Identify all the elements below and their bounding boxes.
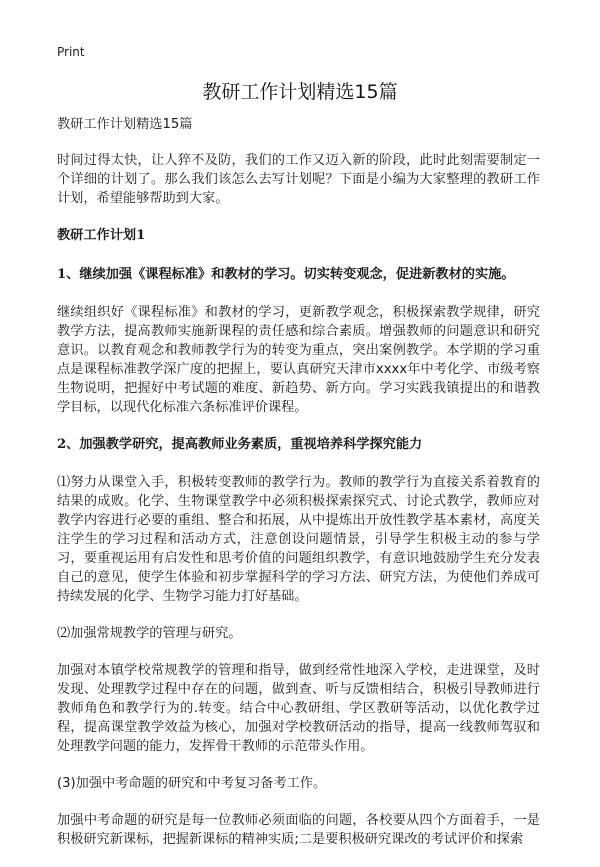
section-2-paragraph-3-title: (3)加强中考命题的研究和中考复习备考工作。 xyxy=(57,776,327,791)
section-2-paragraph-2-body: 加强对本镇学校常规教学的管理和指导，做到经常性地深入学校，走进课堂，及时发现、处理教学过程中存在的问题，做到查、听与反馈相结合，积极引导教师进行教师角色和教学行为的.转变。结合中心教研组、学区教研等活动，以优化教学过程，提高课堂教学效益为核心，加强对学校教研活动的指导，提高一线教师驾驭和处理教学问题的能力，发挥骨干教师的示范带头作用。 xyxy=(57,663,540,754)
intro-paragraph: 时间过得太快，让人猝不及防，我们的工作又迈入新的阶段，此时此刻需要制定一个详细的计划了。那么我们该怎么去写计划呢？下面是小编为大家整理的教研工作计划，希望能够帮助到大家。 xyxy=(57,153,540,206)
section-1-heading: 1、继续加强《课程标准》和教材的学习。切实转变观念，促进新教材的实施。 xyxy=(57,267,515,282)
section-2-paragraph-3-body: 加强中考命题的研究是每一位教师必须面临的问题，各校要从四个方面着手，一是积极研究新课标，把握新课标的精神实质;二是要积极研究课改的考试评价和探索 xyxy=(57,813,540,847)
print-link[interactable]: Print xyxy=(57,45,85,59)
section-2-paragraph-2-title: ⑵加强常规教学的管理与研究。 xyxy=(57,626,242,641)
page-title: 教研工作计划精选15篇 xyxy=(202,81,398,103)
document-subtitle: 教研工作计划精选15篇 xyxy=(57,117,193,132)
section-2-heading: 2、加强教学研究，提高教师业务素质，重视培养科学探究能力 xyxy=(57,437,423,452)
plan-heading: 教研工作计划1 xyxy=(57,228,146,243)
section-1-body: 继续组织好《课程标准》和教材的学习，更新教学观念，积极探索教学规律，研究教学方法，提高教师实施新课程的责任感和综合素质。增强教师的问题意识和研究意识。以教育观念和教师教学行为的转变为重点，突出案例教学。本学期的学习重点是课程标准教学深广度的把握上，要认真研究天津市xxxx年中考化学、市级考察生物说明，把握好中考试题的难度、新趋势、新方向。学习实践我镇提出的和谐教学目标，以现代化标准六条标准评价课程。 xyxy=(57,305,540,415)
section-2-paragraph-1: ⑴努力从课堂入手，积极转变教师的教学行为。教师的教学行为直接关系着教育的结果的成败。化学、生物课堂教学中必须积极探索探究式、讨论式教学，教师应对教学内容进行必要的重组、整合和拓展，从中提炼出开放性教学基本素材，高度关注学生的学习过程和活动方式，注意创设问题情景，引导学生积极主动的参与学习，要重视运用有启发性和思考价值的问题组织教学，有意识地鼓励学生充分发表自己的意见，使学生体验和初步掌握科学的学习方法、研究方法，为使他们养成可持续发展的化学、生物学习能力打好基础。 xyxy=(57,475,540,604)
document-body xyxy=(57,115,540,867)
